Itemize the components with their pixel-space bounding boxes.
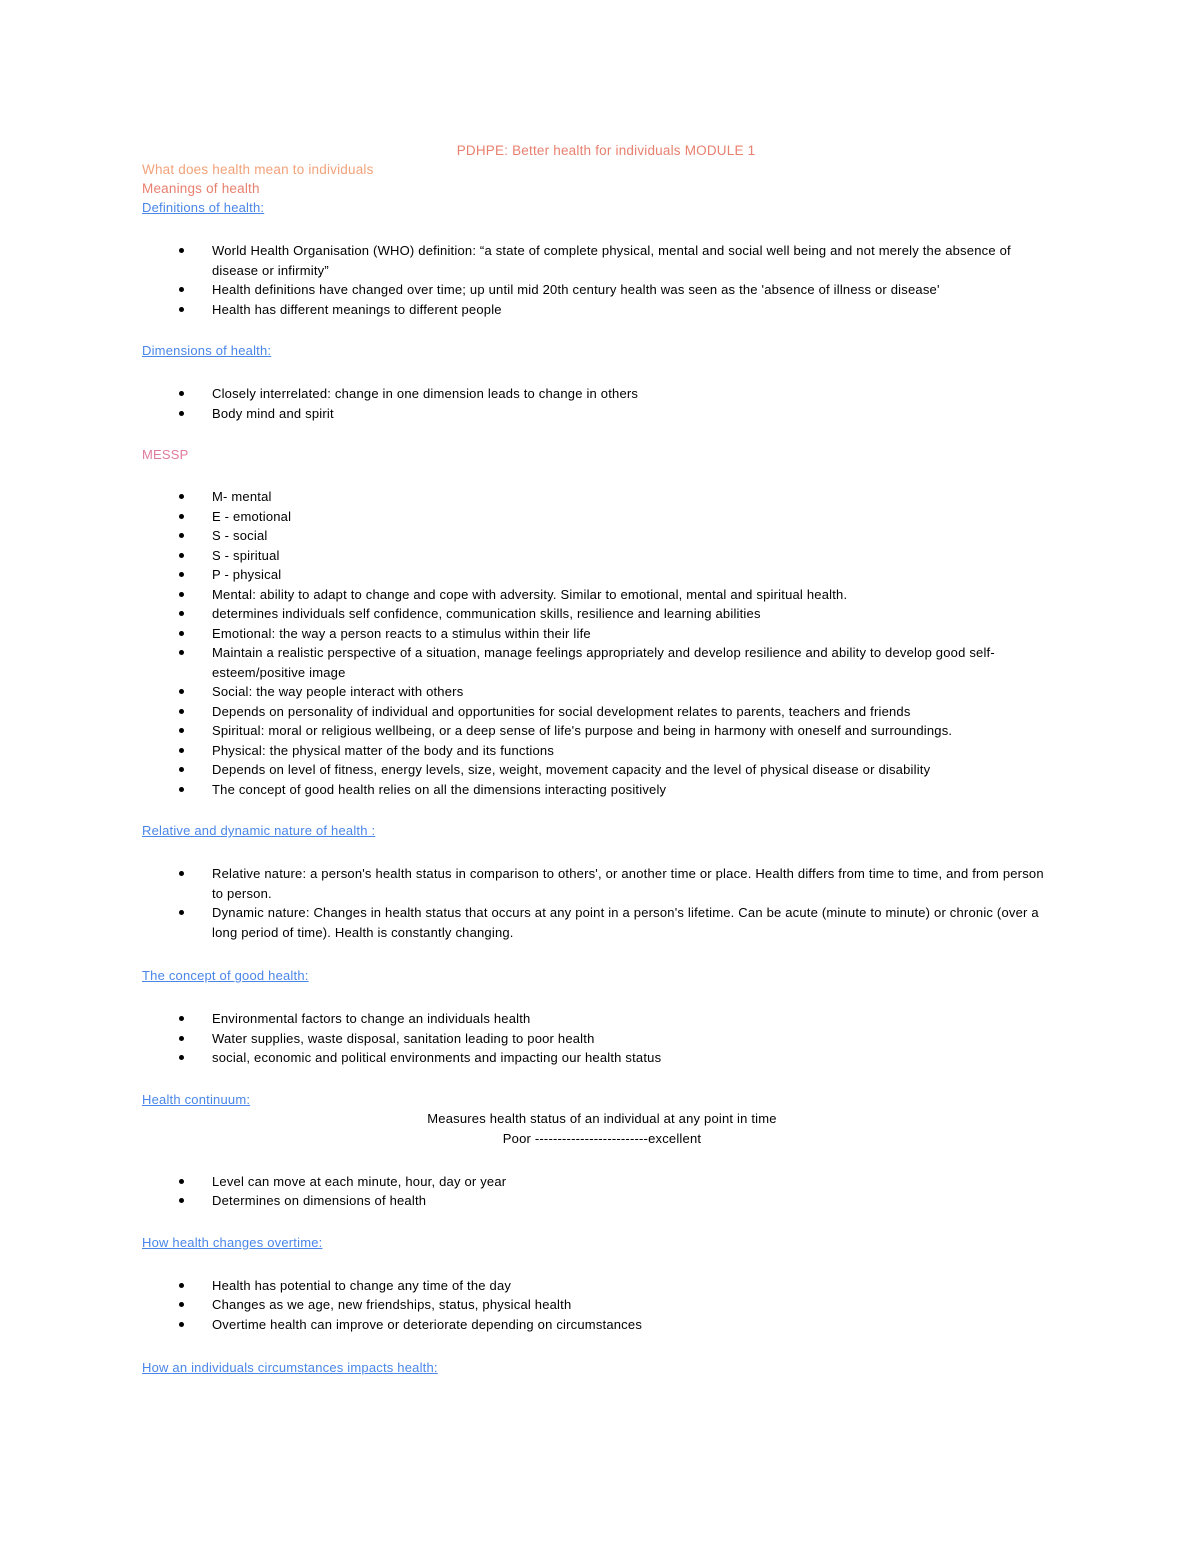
list-item: Body mind and spirit bbox=[142, 404, 1062, 424]
list-item: Health definitions have changed over time; up until mid 20th century health was seen as the 'absence of illness or disease' bbox=[142, 280, 1062, 300]
document-subtitle: What does health mean to individuals bbox=[142, 162, 374, 177]
list-overtime bbox=[142, 1276, 1062, 1335]
list-item: Spiritual: moral or religious wellbeing, or a deep sense of life's purpose and being in harmony with oneself and surroundings. bbox=[142, 721, 1062, 741]
list-item: Emotional: the way a person reacts to a stimulus within their life bbox=[142, 624, 1062, 644]
heading-dimensions: Dimensions of health: bbox=[142, 343, 272, 358]
list-item: Determines on dimensions of health bbox=[142, 1191, 1062, 1211]
list-item: Environmental factors to change an individuals health bbox=[142, 1009, 1062, 1029]
document-page bbox=[142, 141, 1062, 1377]
list-item: Depends on level of fitness, energy levels, size, weight, movement capacity and the level of physical disease or disability bbox=[142, 760, 1062, 780]
list-item: S - social bbox=[142, 526, 1062, 546]
list-continuum bbox=[142, 1172, 1062, 1211]
list-dimensions bbox=[142, 384, 1062, 423]
list-item: Social: the way people interact with others bbox=[142, 682, 1062, 702]
continuum-description: Measures health status of an individual at any point in time bbox=[427, 1110, 777, 1126]
list-item: P - physical bbox=[142, 565, 1062, 585]
continuum-scale: Poor -------------------------excellent bbox=[502, 1130, 702, 1146]
list-item: Overtime health can improve or deteriorate depending on circumstances bbox=[142, 1315, 1062, 1335]
heading-overtime: How health changes overtime: bbox=[142, 1234, 323, 1250]
list-item: Water supplies, waste disposal, sanitation leading to poor health bbox=[142, 1029, 1062, 1049]
list-item: Health has different meanings to different people bbox=[142, 300, 1062, 320]
list-item: Depends on personality of individual and opportunities for social development relates to parents, teachers and friends bbox=[142, 702, 1062, 722]
list-item: Level can move at each minute, hour, day or year bbox=[142, 1172, 1062, 1192]
list-item: Physical: the physical matter of the body and its functions bbox=[142, 741, 1062, 761]
heading-good-health: The concept of good health: bbox=[142, 968, 309, 983]
document-title: PDHPE: Better health for individuals MODULE 1 bbox=[456, 143, 756, 158]
list-item: S - spiritual bbox=[142, 546, 1062, 566]
list-item: Maintain a realistic perspective of a situation, manage feelings appropriately and develop resilience and ability to develop good self-esteem/positive image bbox=[142, 643, 1062, 682]
list-item: Relative nature: a person's health status in comparison to others', or another time or place. Health differs from time to time, and from person to person. bbox=[142, 864, 1062, 903]
heading-circumstances: How an individuals circumstances impacts health: bbox=[142, 1360, 438, 1375]
section-title-meanings: Meanings of health bbox=[142, 181, 260, 196]
list-item: Closely interrelated: change in one dimension leads to change in others bbox=[142, 384, 1062, 404]
list-item: Dynamic nature: Changes in health status that occurs at any point in a person's lifetime. Can be acute (minute to minute) or chronic (over a long period of time). Health is constantly changing. bbox=[142, 903, 1062, 942]
heading-messp: MESSP bbox=[142, 447, 189, 462]
list-item: Mental: ability to adapt to change and cope with adversity. Similar to emotional, mental and spiritual health. bbox=[142, 585, 1062, 605]
heading-relative-dynamic: Relative and dynamic nature of health : bbox=[142, 823, 376, 838]
list-item: Changes as we age, new friendships, status, physical health bbox=[142, 1295, 1062, 1315]
list-relative-dynamic bbox=[142, 864, 1062, 942]
list-definitions bbox=[142, 241, 1062, 319]
list-good-health bbox=[142, 1009, 1062, 1068]
heading-definitions: Definitions of health: bbox=[142, 200, 265, 215]
list-item: The concept of good health relies on all the dimensions interacting positively bbox=[142, 780, 1062, 800]
list-item: determines individuals self confidence, communication skills, resilience and learning abilities bbox=[142, 604, 1062, 624]
heading-continuum: Health continuum: bbox=[142, 1091, 251, 1107]
list-item: E - emotional bbox=[142, 507, 1062, 527]
list-item: Health has potential to change any time of the day bbox=[142, 1276, 1062, 1296]
list-item: social, economic and political environments and impacting our health status bbox=[142, 1048, 1062, 1068]
list-item: M- mental bbox=[142, 487, 1062, 507]
list-item: World Health Organisation (WHO) definition: “a state of complete physical, mental and social well being and not merely the absence of disease or infirmity” bbox=[142, 241, 1062, 280]
list-messp bbox=[142, 487, 1062, 799]
